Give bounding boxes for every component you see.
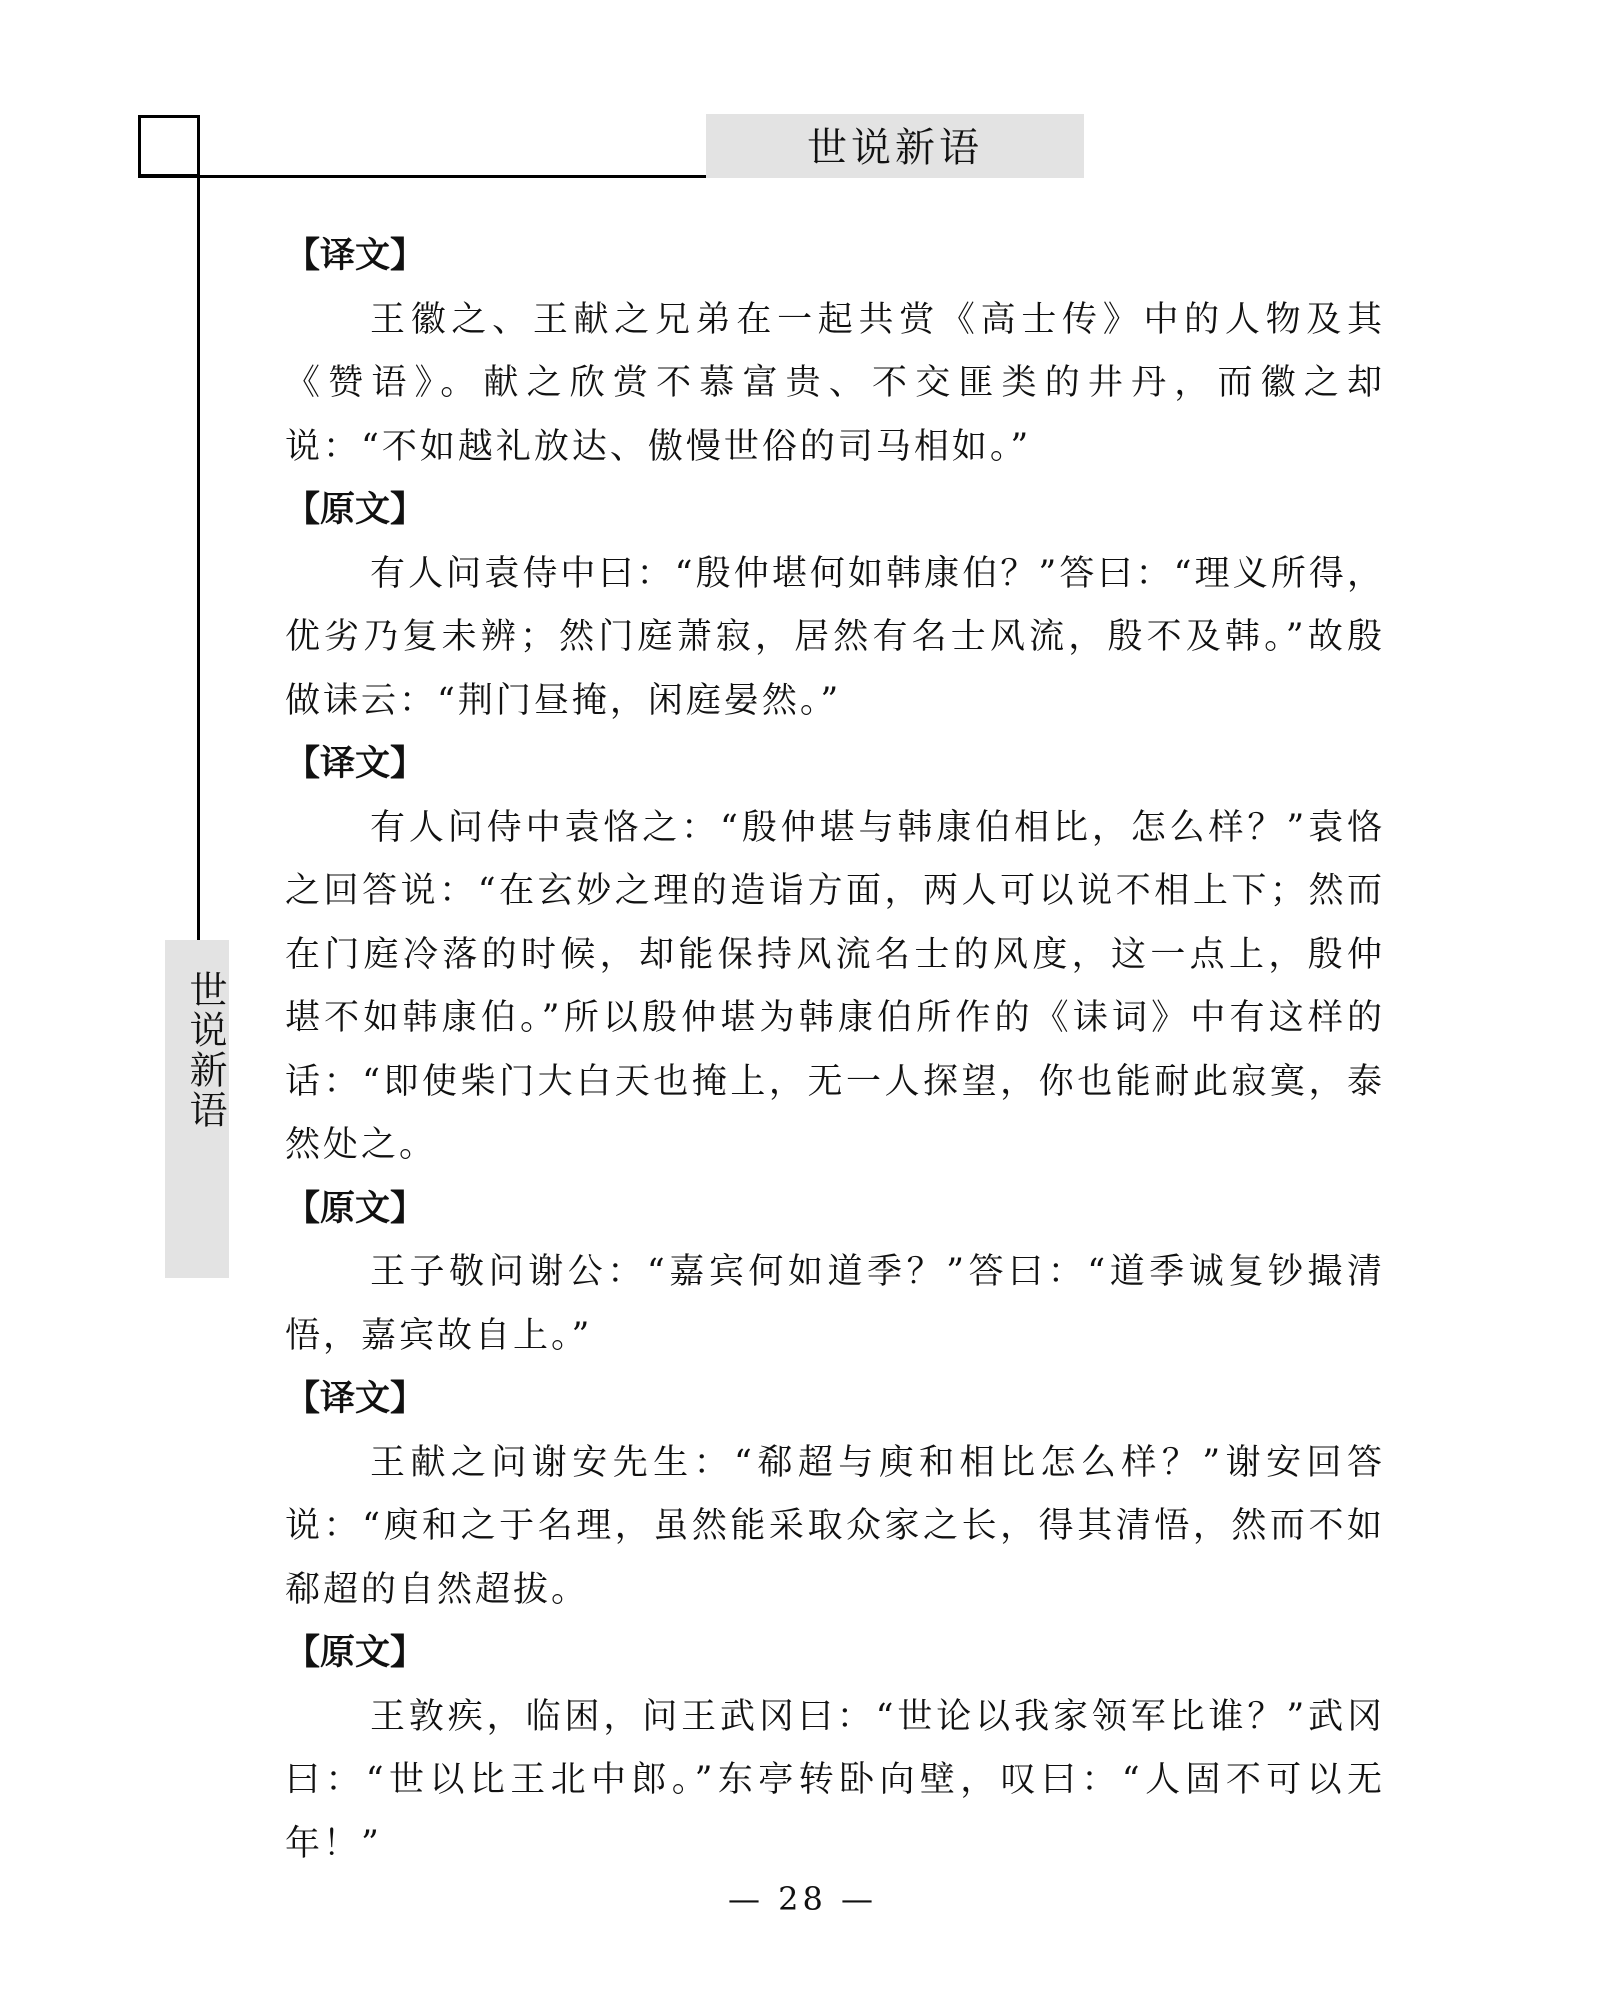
section-paragraph: 有人问侍中袁恪之：“殷仲堪与韩康伯相比，怎么样？”袁恪之回答说：“在玄妙之理的造诣方面，两人可以说不相上下；然而在门庭冷落的时候，却能保持风流名士的风度，这一点上，殷仲堪不如韩康伯。”所以殷仲堪为韩康伯所作的《诔词》中有这样的话：“即使柴门大白天也掩上，无一人探望，你也能耐此寂寞，泰然处之。: [285, 807, 1385, 1165]
section: [285, 1368, 1385, 1622]
side-tab-title: 世说新语: [183, 970, 227, 1130]
header-rule: [138, 175, 706, 178]
section: [285, 225, 1385, 479]
section-heading: 【原文】: [285, 1633, 426, 1673]
running-header-title: 世说新语: [807, 125, 983, 171]
section-heading: 【译文】: [285, 744, 426, 784]
section: [285, 733, 1385, 1178]
section: [285, 1622, 1385, 1876]
section-heading: 【原文】: [285, 1188, 426, 1229]
section-heading: 【译文】: [285, 1379, 426, 1419]
section-paragraph: 王敦疾，临困，问王武冈曰：“世论以我家领军比谁？”武冈曰：“世以比王北中郎。”东亭转卧向壁，叹曰：“人固不可以无年！”: [285, 1696, 1385, 1864]
margin-rule: [197, 115, 200, 940]
section-heading: 【原文】: [285, 490, 426, 530]
corner-frame: [138, 115, 200, 177]
section-paragraph: 王徽之、王献之兄弟在一起共赏《高士传》中的人物及其《赞语》。献之欣赏不慕富贵、不交匪类的井丹，而徽之却说：“不如越礼放达、傲慢世俗的司马相如。”: [285, 299, 1385, 467]
page-body: [285, 225, 1385, 1876]
section: [285, 479, 1385, 733]
section-paragraph: 王子敬问谢公：“嘉宾何如道季？”答曰：“道季诚复钞撮清悟，嘉宾故自上。”: [285, 1252, 1385, 1356]
section-paragraph: 王献之问谢安先生：“郗超与庾和相比怎么样？”谢安回答说：“庾和之于名理，虽然能采取众家之长，得其清悟，然而不如郗超的自然超拔。: [285, 1442, 1385, 1610]
section-paragraph: 有人问袁侍中曰：“殷仲堪何如韩康伯？”答曰：“理义所得，优劣乃复未辨；然门庭萧寂，居然有名士风流，殷不及韩。”故殷做诔云：“荆门昼掩，闲庭晏然。”: [285, 553, 1385, 721]
section-heading: 【译文】: [285, 236, 426, 276]
section: [285, 1178, 1385, 1369]
page-number: — 28 —: [727, 1880, 878, 1918]
